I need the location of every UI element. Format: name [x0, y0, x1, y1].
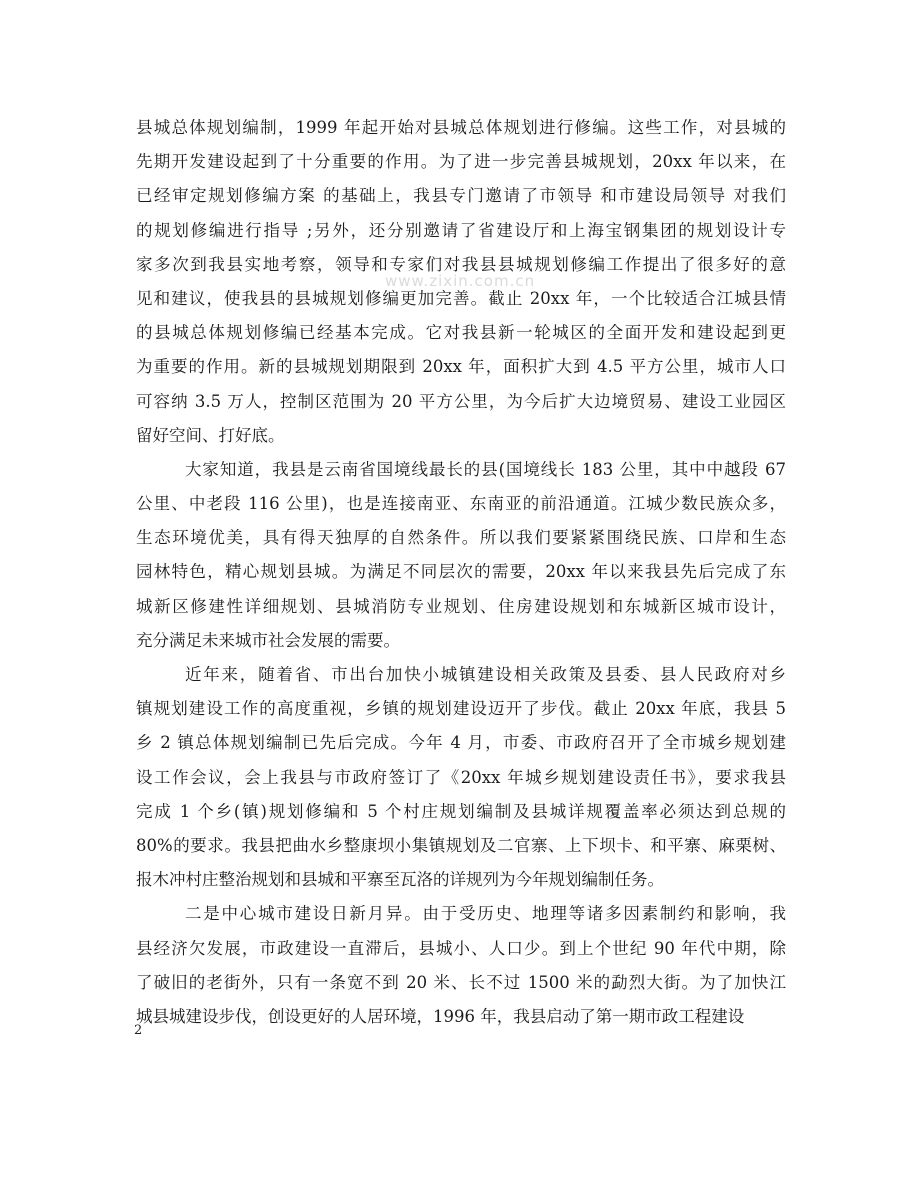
text-line: 的规划修编进行指导 ;另外，还分别邀请了省建设厅和上海宝钢集团的规划设计专: [136, 220, 786, 240]
document-body: [136, 111, 786, 1034]
text-line: 见和建议，使我县的县城规划修编更加完善。截止 20xx 年，一个比较适合江城县情: [136, 288, 786, 308]
text-line: 留好空间、打好底。: [136, 425, 285, 445]
text-line: 了破旧的老街外，只有一条宽不到 20 米、长不过 1500 米的勐烈大街。为了加快江: [136, 972, 786, 992]
text-line: 完成 1 个乡(镇)规划修编和 5 个村庄规划编制及县城详规覆盖率必须达到总规的: [136, 801, 786, 821]
text-line: 可容纳 3.5 万人，控制区范围为 20 平方公里，为今后扩大边境贸易、建设工业园区: [136, 391, 786, 411]
page-number: 2: [134, 1023, 143, 1038]
text-line: 二是中心城市建设日新月异。由于受历史、地理等诸多因素制约和影响，我: [185, 904, 786, 924]
text-line: 的县城总体规划修编已经基本完成。它对我县新一轮城区的全面开发和建设起到更: [136, 323, 786, 343]
text-line: 为重要的作用。新的县城规划期限到 20xx 年，面积扩大到 4.5 平方公里，城市人口: [136, 357, 786, 377]
text-line: 园林特色，精心规划县城。为满足不同层次的需要，20xx 年以来我县先后完成了东: [136, 562, 786, 582]
text-line: 报木冲村庄整治规划和县城和平寨至瓦洛的详规列为今年规划编制任务。: [136, 870, 664, 890]
paragraph: [136, 453, 786, 658]
text-line: 城新区修建性详细规划、县城消防专业规划、住房建设规划和东城新区城市设计，: [136, 596, 786, 616]
paragraph: [136, 111, 786, 453]
text-line: 先期开发建设起到了十分重要的作用。为了进一步完善县城规划，20xx 年以来，在: [136, 152, 786, 172]
text-line: 80%的要求。我县把曲水乡整康坝小集镇规划及二官寨、上下坝卡、和平寨、麻栗树、: [136, 835, 786, 855]
text-line: 近年来，随着省、市出台加快小城镇建设相关政策及县委、县人民政府对乡: [185, 665, 786, 684]
text-line: 县经济欠发展，市政建设一直滞后，县城小、人口少。到上个世纪 90 年代中期，除: [136, 938, 786, 958]
text-line: 镇规划建设工作的高度重视，乡镇的规划建设迈开了步伐。截止 20xx 年底，我县 5: [136, 699, 786, 719]
watermark: www.zixin.com.cn: [385, 272, 536, 290]
text-line: 大家知道，我县是云南省国境线最长的县(国境线长 183 公里，其中中越段 67: [185, 459, 786, 479]
text-line: 县城总体规划编制，1999 年起开始对县城总体规划进行修编。这些工作，对县城的: [136, 118, 786, 137]
text-line: 设工作会议，会上我县与市政府签订了《20xx 年城乡规划建设责任书》，要求我县: [136, 767, 786, 787]
text-line: 已经审定规划修编方案 的基础上，我县专门邀请了市领导 和市建设局领导 对我们: [136, 186, 786, 206]
text-line: 城县城建设步伐，创设更好的人居环境，1996 年，我县启动了第一期市政工程建设: [136, 1006, 745, 1026]
text-line: 生态环境优美，具有得天独厚的自然条件。所以我们要紧紧围绕民族、口岸和生态: [136, 528, 786, 548]
text-line: 公里、中老段 116 公里)，也是连接南亚、东南亚的前沿通道。江城少数民族众多，: [136, 494, 786, 514]
text-line: 充分满足未来城市社会发展的需要。: [136, 630, 400, 650]
text-line: 家多次到我县实地考察，领导和专家们对我县县城规划修编工作提出了很多好的意: [136, 254, 786, 274]
text-line: 乡 2 镇总体规划编制已先后完成。今年 4 月，市委、市政府召开了全市城乡规划建: [136, 733, 786, 753]
paragraph: [136, 897, 786, 1034]
paragraph: [136, 658, 786, 897]
